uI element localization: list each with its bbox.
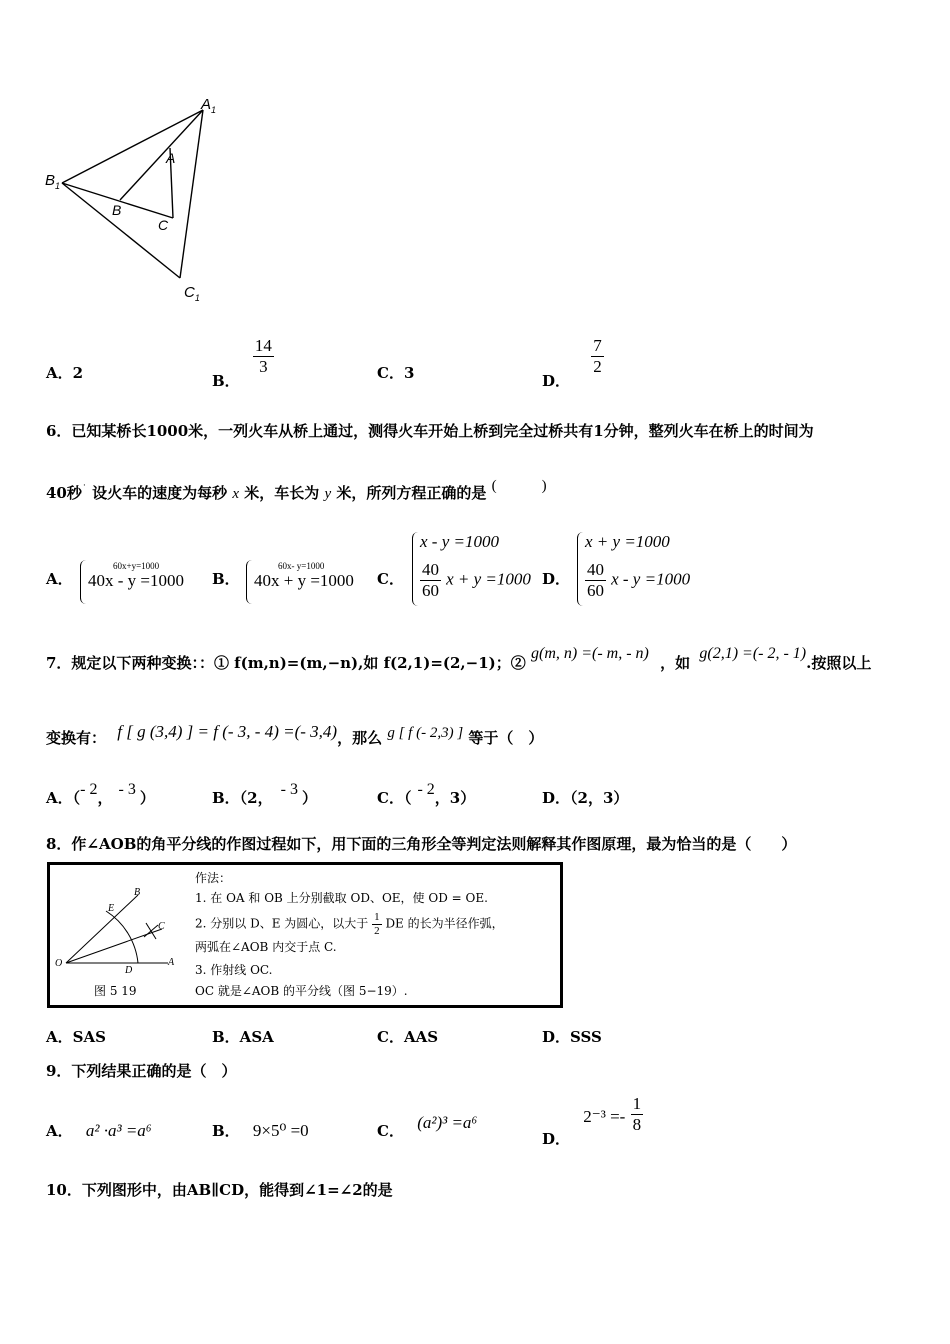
construction-figure bbox=[47, 862, 563, 1008]
option-letter: B． bbox=[212, 372, 240, 391]
point-c: C bbox=[158, 921, 165, 932]
fraction-half bbox=[372, 911, 382, 937]
q6-a-bottom: 40x - y =1000 bbox=[88, 571, 184, 590]
q7-line2-end: 等于（ ） bbox=[468, 729, 544, 747]
q7-option-d[interactable]: D．（2，3） bbox=[542, 789, 629, 807]
q8-option-a[interactable]: A．SAS bbox=[46, 1028, 106, 1046]
arc-de bbox=[106, 911, 138, 963]
option-letter: C． bbox=[377, 570, 404, 588]
separator: ， bbox=[97, 789, 113, 807]
q10-stem: 10．下列图形中，由AB∥CD，能得到∠1=∠2的是 bbox=[46, 1181, 393, 1199]
q7-option-b[interactable] bbox=[212, 781, 317, 808]
label-b1 bbox=[45, 172, 60, 191]
numerator: 40 bbox=[422, 560, 439, 579]
method-step1: 1. 在 OA 和 OB 上分别截取 OD、OE，使 OD = OE. bbox=[195, 891, 488, 905]
label-c1-text: C bbox=[184, 284, 195, 301]
q5-option-d[interactable] bbox=[542, 336, 604, 391]
brace-c bbox=[412, 532, 419, 606]
option-expr: 2⁻³ =- bbox=[583, 1107, 626, 1127]
q6-c-rest: x + y =1000 bbox=[446, 569, 531, 589]
numerator: 40 bbox=[587, 560, 604, 579]
q8-option-d[interactable]: D．SSS bbox=[542, 1028, 602, 1046]
q6-d-bottom bbox=[585, 560, 690, 600]
label-c1-sub: 1 bbox=[194, 293, 200, 303]
q9-option-c[interactable] bbox=[377, 1113, 478, 1141]
q6-line2-mid2: 米，车长为 bbox=[244, 484, 320, 502]
ray-ob bbox=[66, 895, 138, 963]
fraction-14-3 bbox=[253, 336, 274, 376]
point-a: A bbox=[168, 957, 175, 968]
q6-a-top: 60x+y=1000 bbox=[113, 561, 160, 571]
q9-option-d[interactable] bbox=[542, 1094, 643, 1149]
q6-b-bottom: 40x + y =1000 bbox=[254, 571, 354, 590]
option-letter: B． bbox=[212, 570, 240, 588]
option-close: ） bbox=[301, 789, 317, 807]
option-letter: D． bbox=[542, 1130, 571, 1149]
q6-d-top: x + y =1000 bbox=[585, 532, 670, 551]
option-letter: C． bbox=[377, 364, 404, 382]
q7-line1 bbox=[46, 645, 872, 673]
var-y: y bbox=[324, 486, 332, 502]
denominator: 3 bbox=[259, 356, 268, 376]
denominator: 2 bbox=[374, 924, 380, 937]
arc-mark-2 bbox=[146, 923, 156, 939]
q5-option-c[interactable] bbox=[377, 362, 414, 383]
value-2: - 3 bbox=[280, 781, 298, 798]
answer-paren: ( ) bbox=[491, 478, 547, 494]
q7-line1-mid: ，如 bbox=[660, 654, 691, 672]
q7-ask-expr: g [ f (- 2,3) ] bbox=[387, 725, 464, 741]
denominator: 8 bbox=[632, 1114, 642, 1134]
q6-line1: 6．已知某桥长1000米，一列火车从桥上通过，测得火车开始上桥到完全过桥共有1分钟，整列火车在桥上的时间为 bbox=[46, 422, 814, 440]
q8-option-b[interactable]: B．ASA bbox=[212, 1028, 274, 1046]
label-a1 bbox=[201, 96, 216, 115]
q7-line2 bbox=[46, 722, 544, 748]
step2-pre: 2. 分别以 D、E 为圆心，以大于 bbox=[195, 916, 369, 931]
q7-line1-pre: 7．规定以下两种变换：：① f(m,n)=(m,−n),如 f(2,1)=(2,−1)；② bbox=[46, 654, 526, 672]
option-letter: D． bbox=[542, 570, 571, 588]
option-letter: A． bbox=[46, 364, 73, 382]
label-b: B bbox=[112, 202, 122, 218]
q6-c-top: x - y =1000 bbox=[420, 532, 499, 551]
fraction-40-60 bbox=[420, 560, 441, 600]
q6-line2: 40秒˙ 设火车的速度为每秒 x 米，车长为 y 米，所列方程正确的是 ( ) bbox=[46, 478, 547, 502]
brace-d bbox=[577, 532, 584, 606]
numerator: 1 bbox=[632, 1094, 642, 1113]
q6-option-b[interactable] bbox=[212, 568, 240, 589]
triangle-figure bbox=[40, 90, 240, 305]
brace-b bbox=[246, 560, 253, 604]
q9-option-a[interactable] bbox=[46, 1120, 152, 1141]
option-expr: 9×5⁰ =0 bbox=[252, 1121, 309, 1140]
option-expr: a² ·a³ =a⁶ bbox=[85, 1121, 152, 1140]
q5-option-a[interactable] bbox=[46, 362, 83, 383]
q9-stem: 9．下列结果正确的是（ ） bbox=[46, 1062, 237, 1080]
label-a1-text: A bbox=[201, 96, 212, 113]
option-letter: B． bbox=[212, 1122, 240, 1140]
step2-post: DE 的长为半径作弧， bbox=[385, 916, 504, 931]
option-letter: D． bbox=[542, 372, 571, 391]
denominator: 60 bbox=[422, 580, 439, 600]
denominator: 2 bbox=[593, 356, 602, 376]
value-1: - 2 bbox=[417, 781, 435, 798]
option-prefix: A．（ bbox=[46, 789, 81, 807]
q7-line2-pre: 变换有： bbox=[46, 729, 107, 747]
q6-line2-pre: 40秒 bbox=[46, 484, 82, 502]
point-e: E bbox=[108, 903, 115, 914]
fraction-40-60 bbox=[585, 560, 606, 600]
label-b1-text: B bbox=[45, 172, 56, 189]
q6-option-c[interactable] bbox=[377, 568, 404, 589]
edge-a1-b bbox=[120, 110, 203, 200]
method-conclusion: OC 就是∠AOB 的平分线（图 5−19）. bbox=[195, 984, 408, 998]
q6-option-d[interactable] bbox=[542, 568, 570, 589]
fraction-1-8 bbox=[631, 1094, 644, 1134]
option-letter: A． bbox=[46, 570, 73, 588]
q6-line2-mid: 设火车的速度为每秒 bbox=[92, 484, 228, 502]
option-close: ） bbox=[139, 789, 155, 807]
point-d: D bbox=[125, 965, 133, 976]
q6-option-a[interactable] bbox=[46, 568, 73, 589]
value-1: - 2 bbox=[80, 781, 98, 798]
label-c: C bbox=[158, 217, 169, 233]
label-c1 bbox=[184, 284, 200, 303]
edge-a1-c1 bbox=[180, 110, 203, 278]
q7-option-a[interactable] bbox=[46, 781, 155, 808]
brace-a bbox=[80, 560, 87, 604]
label-a: A bbox=[166, 150, 176, 166]
option-prefix: B．（2， bbox=[212, 789, 273, 807]
point-b: B bbox=[134, 887, 141, 898]
method-step2 bbox=[195, 911, 504, 937]
option-close: ，3） bbox=[434, 789, 476, 807]
var-x: x bbox=[232, 486, 240, 502]
figure-caption: 图 5 19 bbox=[94, 984, 137, 998]
q9-option-b[interactable] bbox=[212, 1120, 309, 1141]
option-letter: C． bbox=[377, 1122, 404, 1140]
q7-line2-mid: ，那么 bbox=[337, 729, 383, 747]
option-expr: (a²)³ =a⁶ bbox=[417, 1113, 478, 1132]
numerator: 14 bbox=[254, 336, 272, 355]
method-step3: 3. 作射线 OC. bbox=[195, 963, 273, 977]
option-value: 3 bbox=[403, 364, 415, 382]
method-step2-line2: 两弧在∠AOB 内交于点 C. bbox=[195, 940, 337, 954]
q6-c-bottom bbox=[420, 560, 531, 600]
edge-b1-a1 bbox=[62, 110, 203, 183]
q7-option-c[interactable] bbox=[377, 781, 476, 808]
fraction-7-2 bbox=[591, 336, 604, 376]
value-2: - 3 bbox=[118, 781, 136, 798]
q8-option-c[interactable]: C．AAS bbox=[377, 1028, 439, 1046]
q6-b-top: 60x- y=1000 bbox=[278, 561, 325, 571]
q7-g-example: g(2,1) =(- 2, - 1) bbox=[699, 645, 807, 662]
method-title: 作法： bbox=[195, 871, 232, 885]
q8-stem: 8．作∠AOB的角平分线的作图过程如下，用下面的三角形全等判定法则解释其作图原理，最为恰当的是（ ） bbox=[46, 835, 797, 853]
option-prefix: C．（ bbox=[377, 789, 412, 807]
q7-g-def: g(m, n) =(- m, - n) bbox=[531, 645, 649, 662]
denominator: 60 bbox=[587, 580, 604, 600]
numerator: 7 bbox=[593, 336, 602, 355]
q6-line2-end: 米，所列方程正确的是 bbox=[336, 484, 487, 502]
label-a1-sub: 1 bbox=[211, 105, 217, 115]
point-o: O bbox=[55, 958, 63, 969]
option-value: 2 bbox=[72, 364, 84, 382]
q5-option-b[interactable] bbox=[212, 336, 274, 391]
numerator: 1 bbox=[374, 911, 380, 923]
label-b1-sub: 1 bbox=[55, 181, 61, 191]
q6-d-rest: x - y =1000 bbox=[611, 569, 691, 589]
q7-line1-end: .按照以上 bbox=[806, 654, 872, 672]
q7-example-expr: f [ g (3,4) ] = f (- 3, - 4) =(- 3,4) bbox=[117, 722, 338, 741]
option-letter: A． bbox=[46, 1122, 73, 1140]
